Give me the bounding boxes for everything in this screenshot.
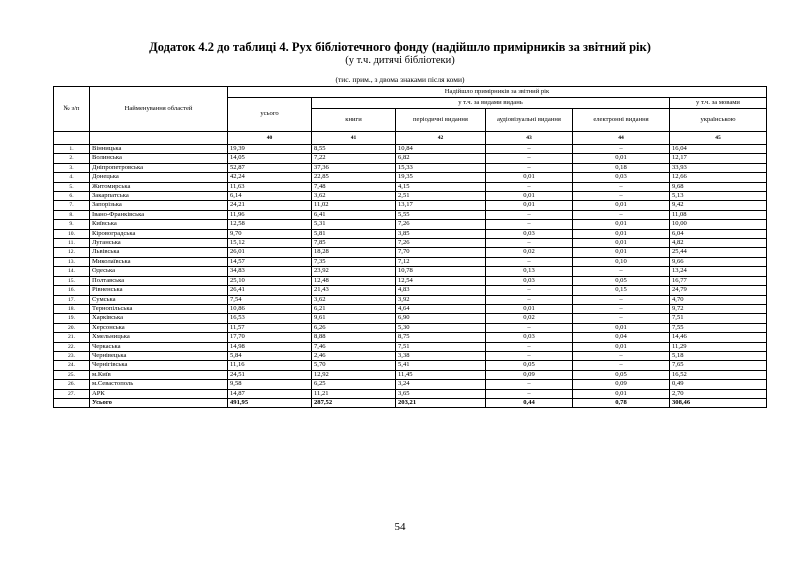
row-region: Хмельницька [90, 333, 228, 342]
row-total: 9,58 [228, 380, 312, 389]
row-region: Черкаська [90, 342, 228, 351]
table-row [54, 229, 767, 238]
row-ukrainian: 16,04 [670, 145, 767, 154]
row-num: 7. [54, 201, 90, 210]
row-periodicals: 10,78 [396, 267, 486, 276]
table-row [54, 154, 767, 163]
row-region: Донецька [90, 173, 228, 182]
row-books: 7,46 [312, 342, 396, 351]
row-region: Київська [90, 220, 228, 229]
row-num: 9. [54, 220, 90, 229]
row-ukrainian: 4,82 [670, 239, 767, 248]
row-audiovisual: – [486, 389, 573, 398]
row-periodicals: 6,82 [396, 154, 486, 163]
row-total: 17,70 [228, 333, 312, 342]
row-ukrainian: 9,66 [670, 257, 767, 266]
row-ukrainian: 9,68 [670, 182, 767, 191]
row-ukrainian: 7,65 [670, 361, 767, 370]
row-num: 18. [54, 304, 90, 313]
row-periodicals: 12,54 [396, 276, 486, 285]
row-num: 10. [54, 229, 90, 238]
row-total: 16,53 [228, 314, 312, 323]
row-periodicals: 19,35 [396, 173, 486, 182]
row-periodicals: 2,51 [396, 192, 486, 201]
row-num: 19. [54, 314, 90, 323]
row-electronic: – [573, 314, 670, 323]
code-blank [90, 132, 228, 145]
row-audiovisual: 0,03 [486, 333, 573, 342]
row-electronic: 0,01 [573, 342, 670, 351]
row-total: 42,24 [228, 173, 312, 182]
row-ukrainian: 7,55 [670, 323, 767, 332]
row-books: 5,81 [312, 229, 396, 238]
page-number: 54 [394, 521, 406, 533]
row-audiovisual: – [486, 323, 573, 332]
row-books: 3,62 [312, 295, 396, 304]
table-row [54, 361, 767, 370]
total-label: Усього [90, 398, 228, 407]
row-total: 14,87 [228, 389, 312, 398]
table-row [54, 295, 767, 304]
row-audiovisual: 0,13 [486, 267, 573, 276]
row-total: 6,14 [228, 192, 312, 201]
row-num: 16. [54, 286, 90, 295]
column-code: 43 [486, 132, 573, 145]
row-num: 26. [54, 380, 90, 389]
row-audiovisual: 0,01 [486, 304, 573, 313]
row-audiovisual: – [486, 286, 573, 295]
row-periodicals: 7,12 [396, 257, 486, 266]
row-ukrainian: 2,70 [670, 389, 767, 398]
row-audiovisual: – [486, 342, 573, 351]
table-row [54, 286, 767, 295]
total-num [54, 398, 90, 407]
row-ukrainian: 4,70 [670, 295, 767, 304]
row-region: Закарпатська [90, 192, 228, 201]
row-ukrainian: 5,18 [670, 351, 767, 360]
row-audiovisual: – [486, 295, 573, 304]
row-audiovisual: – [486, 163, 573, 172]
header-total: усього [228, 98, 312, 132]
row-num: 5. [54, 182, 90, 191]
row-books: 7,22 [312, 154, 396, 163]
row-ukrainian: 16,77 [670, 276, 767, 285]
row-periodicals: 3,65 [396, 389, 486, 398]
row-num: 21. [54, 333, 90, 342]
row-periodicals: 3,24 [396, 380, 486, 389]
row-books: 6,41 [312, 210, 396, 219]
table-row [54, 389, 767, 398]
row-ukrainian: 0,49 [670, 380, 767, 389]
table-body [54, 145, 767, 399]
row-total: 24,21 [228, 201, 312, 210]
row-ukrainian: 9,42 [670, 201, 767, 210]
row-ukrainian: 24,79 [670, 286, 767, 295]
row-ukrainian: 11,29 [670, 342, 767, 351]
row-books: 6,26 [312, 323, 396, 332]
row-region: Волинська [90, 154, 228, 163]
row-electronic: 0,05 [573, 370, 670, 379]
row-books: 21,43 [312, 286, 396, 295]
row-region: Івано-Франківська [90, 210, 228, 219]
row-books: 5,31 [312, 220, 396, 229]
total-electronic: 0,78 [573, 398, 670, 407]
row-region: Житомирська [90, 182, 228, 191]
table-row [54, 248, 767, 257]
row-total: 10,86 [228, 304, 312, 313]
row-periodicals: 8,75 [396, 333, 486, 342]
row-electronic: – [573, 182, 670, 191]
row-region: Чернівецька [90, 351, 228, 360]
table-row [54, 239, 767, 248]
row-num: 23. [54, 351, 90, 360]
row-total: 26,41 [228, 286, 312, 295]
row-audiovisual: – [486, 182, 573, 191]
row-periodicals: 7,26 [396, 220, 486, 229]
table-row [54, 220, 767, 229]
row-region: Полтавська [90, 276, 228, 285]
row-periodicals: 4,83 [396, 286, 486, 295]
row-total: 52,87 [228, 163, 312, 172]
row-periodicals: 6,90 [396, 314, 486, 323]
row-ukrainian: 14,46 [670, 333, 767, 342]
table-row [54, 182, 767, 191]
row-periodicals: 13,17 [396, 201, 486, 210]
total-books: 287,52 [312, 398, 396, 407]
column-code: 42 [396, 132, 486, 145]
row-periodicals: 4,64 [396, 304, 486, 313]
row-num: 22. [54, 342, 90, 351]
row-books: 12,92 [312, 370, 396, 379]
row-books: 8,88 [312, 333, 396, 342]
table-row [54, 333, 767, 342]
header-num: № з/п [54, 87, 90, 132]
column-code: 40 [228, 132, 312, 145]
header-region: Найменування областей [90, 87, 228, 132]
row-total: 5,84 [228, 351, 312, 360]
row-electronic: – [573, 192, 670, 201]
row-region: Тернопільська [90, 304, 228, 313]
row-books: 7,85 [312, 239, 396, 248]
table-row [54, 304, 767, 313]
code-blank [54, 132, 90, 145]
row-electronic: 0,01 [573, 201, 670, 210]
row-electronic: 0,01 [573, 220, 670, 229]
row-total: 14,57 [228, 257, 312, 266]
column-code: 44 [573, 132, 670, 145]
row-books: 22,85 [312, 173, 396, 182]
row-total: 11,57 [228, 323, 312, 332]
row-total: 11,96 [228, 210, 312, 219]
row-electronic: 0,03 [573, 173, 670, 182]
row-region: Одеська [90, 267, 228, 276]
row-num: 25. [54, 370, 90, 379]
table-row [54, 267, 767, 276]
row-periodicals: 3,38 [396, 351, 486, 360]
row-books: 11,21 [312, 389, 396, 398]
row-ukrainian: 9,72 [670, 304, 767, 313]
document-title: Додаток 4.2 до таблиці 4. Рух бібліотечного фонду (надійшло примірників за звітний рік) [149, 40, 651, 54]
row-num: 3. [54, 163, 90, 172]
table-row [54, 257, 767, 266]
row-books: 7,35 [312, 257, 396, 266]
row-electronic: – [573, 361, 670, 370]
header-periodicals: періодичні видання [396, 109, 486, 132]
column-code: 41 [312, 132, 396, 145]
document-subtitle: (у т.ч. дитячі бібліотеки) [345, 55, 455, 66]
row-books: 5,70 [312, 361, 396, 370]
total-row [54, 398, 767, 407]
row-total: 12,58 [228, 220, 312, 229]
row-electronic: 0,01 [573, 154, 670, 163]
row-total: 26,01 [228, 248, 312, 257]
row-ukrainian: 7,51 [670, 314, 767, 323]
row-total: 19,39 [228, 145, 312, 154]
row-books: 3,62 [312, 192, 396, 201]
row-audiovisual: 0,09 [486, 370, 573, 379]
header-electronic: електронні видання [573, 109, 670, 132]
row-num: 27. [54, 389, 90, 398]
table-row [54, 380, 767, 389]
row-region: АРК [90, 389, 228, 398]
row-total: 7,54 [228, 295, 312, 304]
row-periodicals: 10,84 [396, 145, 486, 154]
row-total: 11,63 [228, 182, 312, 191]
row-books: 18,28 [312, 248, 396, 257]
row-num: 20. [54, 323, 90, 332]
row-electronic: – [573, 351, 670, 360]
row-books: 12,48 [312, 276, 396, 285]
row-audiovisual: 0,02 [486, 314, 573, 323]
row-num: 6. [54, 192, 90, 201]
row-num: 15. [54, 276, 90, 285]
row-periodicals: 15,33 [396, 163, 486, 172]
row-periodicals: 5,55 [396, 210, 486, 219]
table-row [54, 314, 767, 323]
header-books: книги [312, 109, 396, 132]
row-audiovisual: 0,05 [486, 361, 573, 370]
row-num: 12. [54, 248, 90, 257]
header-ukrainian: українською [670, 109, 767, 132]
row-audiovisual: – [486, 220, 573, 229]
row-ukrainian: 13,24 [670, 267, 767, 276]
row-books: 7,48 [312, 182, 396, 191]
row-periodicals: 7,26 [396, 239, 486, 248]
row-periodicals: 11,45 [396, 370, 486, 379]
table-row [54, 210, 767, 219]
row-ukrainian: 11,08 [670, 210, 767, 219]
row-total: 34,83 [228, 267, 312, 276]
row-electronic: 0,09 [573, 380, 670, 389]
row-ukrainian: 12,66 [670, 173, 767, 182]
row-region: Рівненська [90, 286, 228, 295]
row-electronic: 0,18 [573, 163, 670, 172]
units-note: (тис. прим., з двома знаками після коми) [335, 75, 465, 84]
row-books: 9,61 [312, 314, 396, 323]
header-by-language: у т.ч. за мовами [670, 98, 767, 109]
row-ukrainian: 16,52 [670, 370, 767, 379]
row-electronic: 0,01 [573, 239, 670, 248]
row-audiovisual: 0,01 [486, 173, 573, 182]
row-total: 9,70 [228, 229, 312, 238]
row-ukrainian: 6,04 [670, 229, 767, 238]
row-periodicals: 4,15 [396, 182, 486, 191]
row-num: 24. [54, 361, 90, 370]
row-periodicals: 7,51 [396, 342, 486, 351]
row-electronic: – [573, 145, 670, 154]
row-region: Львівська [90, 248, 228, 257]
row-periodicals: 5,30 [396, 323, 486, 332]
row-total: 11,16 [228, 361, 312, 370]
table-row [54, 173, 767, 182]
row-books: 2,46 [312, 351, 396, 360]
row-num: 11. [54, 239, 90, 248]
row-audiovisual: 0,03 [486, 229, 573, 238]
row-books: 37,36 [312, 163, 396, 172]
row-num: 1. [54, 145, 90, 154]
row-electronic: – [573, 304, 670, 313]
row-ukrainian: 33,93 [670, 163, 767, 172]
row-num: 4. [54, 173, 90, 182]
row-audiovisual: 0,01 [486, 201, 573, 210]
row-region: Харківська [90, 314, 228, 323]
row-total: 25,10 [228, 276, 312, 285]
row-region: Дніпропетровська [90, 163, 228, 172]
row-region: Херсонська [90, 323, 228, 332]
row-region: Вінницька [90, 145, 228, 154]
table-row [54, 370, 767, 379]
table-row [54, 323, 767, 332]
row-ukrainian: 5,13 [670, 192, 767, 201]
row-electronic: 0,15 [573, 286, 670, 295]
table-row [54, 201, 767, 210]
table-row [54, 163, 767, 172]
row-electronic: 0,05 [573, 276, 670, 285]
row-books: 6,25 [312, 380, 396, 389]
library-fund-table [53, 86, 767, 408]
row-books: 8,55 [312, 145, 396, 154]
row-total: 24,51 [228, 370, 312, 379]
row-electronic: 0,01 [573, 389, 670, 398]
row-audiovisual: – [486, 380, 573, 389]
row-electronic: 0,01 [573, 248, 670, 257]
row-audiovisual: 0,02 [486, 248, 573, 257]
row-electronic: – [573, 210, 670, 219]
table-row [54, 276, 767, 285]
row-electronic: 0,04 [573, 333, 670, 342]
row-electronic: – [573, 267, 670, 276]
header-audiovisual: аудіовізуальні видання [486, 109, 573, 132]
row-audiovisual: 0,03 [486, 276, 573, 285]
row-region: Луганська [90, 239, 228, 248]
row-num: 17. [54, 295, 90, 304]
row-electronic: – [573, 295, 670, 304]
row-electronic: 0,01 [573, 229, 670, 238]
total-audiovisual: 0,44 [486, 398, 573, 407]
row-region: м.Севастополь [90, 380, 228, 389]
row-region: Сумська [90, 295, 228, 304]
row-audiovisual: – [486, 351, 573, 360]
row-audiovisual: – [486, 257, 573, 266]
row-books: 6,21 [312, 304, 396, 313]
row-region: Чернігівська [90, 361, 228, 370]
total-periodicals: 203,21 [396, 398, 486, 407]
table-row [54, 351, 767, 360]
row-ukrainian: 25,44 [670, 248, 767, 257]
row-region: м.Київ [90, 370, 228, 379]
row-periodicals: 3,85 [396, 229, 486, 238]
table-row [54, 192, 767, 201]
row-electronic: 0,10 [573, 257, 670, 266]
row-audiovisual: – [486, 210, 573, 219]
row-num: 2. [54, 154, 90, 163]
row-electronic: 0,01 [573, 323, 670, 332]
column-code: 45 [670, 132, 767, 145]
row-total: 14,98 [228, 342, 312, 351]
header-by-type: у т.ч. за видами видань [312, 98, 670, 109]
row-audiovisual: – [486, 145, 573, 154]
row-ukrainian: 10,00 [670, 220, 767, 229]
row-audiovisual: – [486, 239, 573, 248]
total-ukrainian: 308,46 [670, 398, 767, 407]
row-periodicals: 7,70 [396, 248, 486, 257]
row-audiovisual: – [486, 154, 573, 163]
row-periodicals: 5,41 [396, 361, 486, 370]
row-audiovisual: 0,01 [486, 192, 573, 201]
row-num: 14. [54, 267, 90, 276]
table-row [54, 342, 767, 351]
row-total: 14,05 [228, 154, 312, 163]
row-num: 8. [54, 210, 90, 219]
total-total: 491,95 [228, 398, 312, 407]
row-ukrainian: 12,17 [670, 154, 767, 163]
row-region: Миколаївська [90, 257, 228, 266]
row-books: 11,02 [312, 201, 396, 210]
row-num: 13. [54, 257, 90, 266]
row-total: 15,12 [228, 239, 312, 248]
row-periodicals: 3,92 [396, 295, 486, 304]
row-books: 23,92 [312, 267, 396, 276]
row-region: Кіровоградська [90, 229, 228, 238]
row-region: Запорізька [90, 201, 228, 210]
header-received: Надійшло примірників за звітний рік [228, 87, 767, 98]
table-row [54, 145, 767, 154]
